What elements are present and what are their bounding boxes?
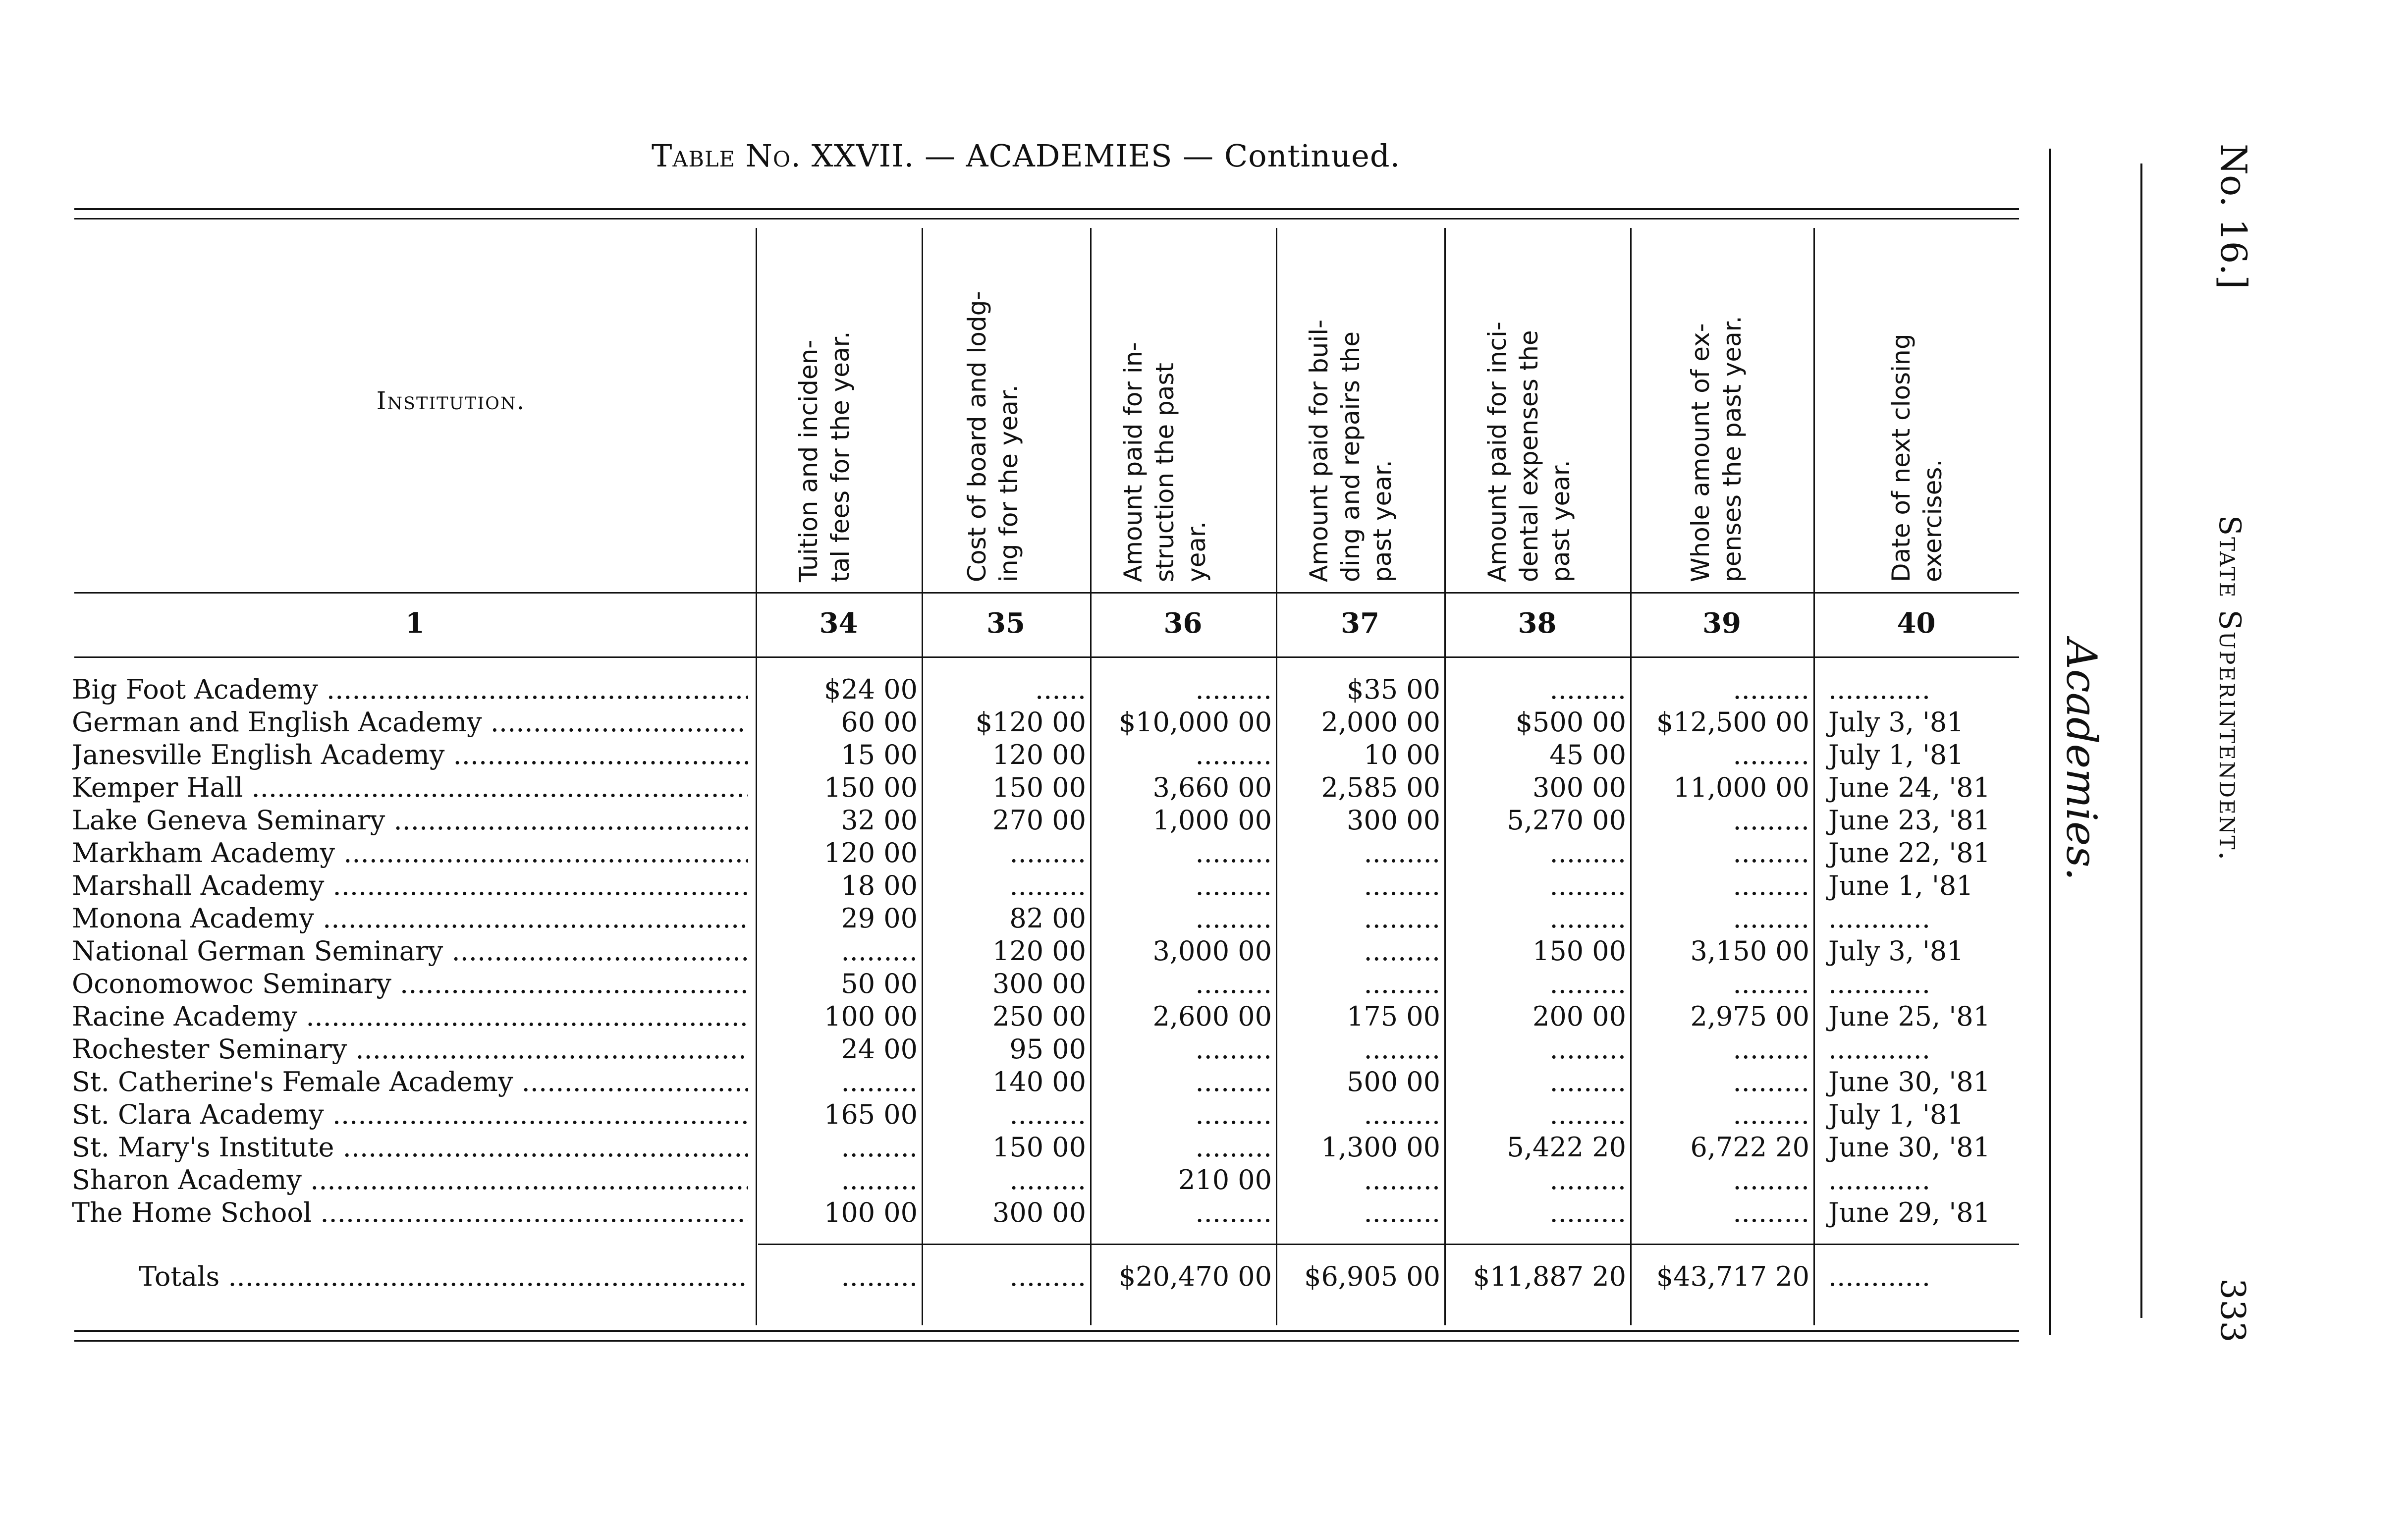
table-cell-38: 45 00 [1549,739,1626,770]
table-cell-34: ......... [841,1066,918,1097]
table-cell-40: June 24, '81 [1828,772,1990,803]
table-cell-39: ......... [1733,1164,1809,1196]
institution-name: Lake Geneva Seminary ..... [72,805,748,836]
table-cell-37: ......... [1364,935,1440,967]
table-cell-35: 120 00 [992,739,1086,770]
bottom-rule-1 [74,1330,2019,1332]
institution-header: Institution. [376,386,526,415]
table-cell-37: ......... [1364,1197,1440,1228]
table-cell-37: 300 00 [1347,805,1440,836]
table-cell-35: 300 00 [992,968,1086,999]
table-cell-37: 175 00 [1347,1001,1440,1032]
table-cell-40: June 30, '81 [1828,1066,1990,1097]
bottom-rule-2 [74,1340,2019,1342]
table-cell-36: ......... [1195,1066,1272,1097]
table-cell-38: ......... [1549,674,1626,705]
table-cell-34: 18 00 [841,870,918,901]
table-cell-40: July 1, '81 [1828,1099,1964,1130]
column-header-36: Amount paid for in- struction the past year. [1119,342,1211,582]
table-cell-38: ......... [1549,1099,1626,1130]
institution-name: Markham Academy ..... [72,837,748,869]
institution-name: Big Foot Academy ..... [72,674,748,705]
table-cell-38: ......... [1549,1197,1626,1228]
table-cell-37: ......... [1364,1164,1440,1196]
table-cell-34: 32 00 [841,805,918,836]
table-cell-40: ............ [1828,674,1930,705]
institution-name: Marshall Academy ..... [72,870,748,901]
table-cell-40: ............ [1828,1164,1930,1196]
column-header-34: Tuition and inciden- tal fees for the year. [794,331,855,582]
table-cell-39: ......... [1733,870,1809,901]
table-cell-38: 5,422 20 [1507,1132,1626,1163]
table-cell-35: ......... [1009,837,1086,869]
colnum-bottom-rule [74,656,2019,658]
table-title [652,138,1454,174]
institution-name: German and English Academy ..... [72,707,748,738]
column-number-38: 38 [1518,607,1557,640]
institution-name: Sharon Academy ..... [72,1164,748,1196]
table-cell-34: 100 00 [824,1001,918,1032]
table-cell-37: 500 00 [1347,1066,1440,1097]
table-cell-40: June 30, '81 [1828,1132,1990,1163]
table-cell-40: June 23, '81 [1828,805,1990,836]
totals-cell-36: $20,470 00 [1118,1261,1272,1292]
table-cell-40: ............ [1828,903,1930,934]
table-cell-38: ......... [1549,903,1626,934]
table-cell-39: ......... [1733,837,1809,869]
column-number-40: 40 [1897,607,1936,640]
table-cell-38: $500 00 [1515,707,1626,738]
table-cell-35: ......... [1009,1164,1086,1196]
table-cell-34: ......... [841,1164,918,1196]
column-number-34: 34 [819,607,858,640]
table-cell-34: 24 00 [841,1033,918,1065]
table-cell-39: ......... [1733,968,1809,999]
table-cell-38: ......... [1549,1164,1626,1196]
column-number-1: 1 [405,607,425,640]
table-cell-35: 95 00 [1009,1033,1086,1065]
column-number-39: 39 [1702,607,1741,640]
table-cell-39: ......... [1733,1099,1809,1130]
institution-name: Rochester Seminary ..... [72,1033,748,1065]
table-cell-39: ......... [1733,805,1809,836]
table-cell-38: 5,270 00 [1507,805,1626,836]
institution-name: Janesville English Academy ..... [72,739,748,770]
table-cell-40: June 25, '81 [1828,1001,1990,1032]
table-cell-36: ......... [1195,739,1272,770]
institution-name: Racine Academy ..... [72,1001,748,1032]
table-cell-40: July 1, '81 [1828,739,1964,770]
table-cell-35: 140 00 [992,1066,1086,1097]
table-cell-37: ......... [1364,870,1440,901]
table-cell-35: $120 00 [975,707,1086,738]
table-cell-37: $35 00 [1347,674,1440,705]
table-cell-37: ......... [1364,1099,1440,1130]
table-cell-40: July 3, '81 [1828,707,1964,738]
table-cell-38: ......... [1549,968,1626,999]
table-cell-36: ......... [1195,1132,1272,1163]
table-cell-35: 300 00 [992,1197,1086,1228]
column-header-35: Cost of board and lodg- ing for the year. [963,291,1023,582]
table-cell-34: 29 00 [841,903,918,934]
table-cell-37: 2,000 00 [1321,707,1440,738]
table-cell-36: ......... [1195,1197,1272,1228]
table-cell-34: ......... [841,1132,918,1163]
table-cell-36: 210 00 [1178,1164,1272,1196]
institution-name: St. Catherine's Female Academy ..... [72,1066,748,1097]
outer-margin-rule [2140,163,2142,1318]
top-rule-1 [74,208,2019,210]
column-header-38: Amount paid for inci- dental expenses the past year. [1483,322,1575,582]
table-cell-35: ......... [1009,870,1086,901]
table-cell-34: 15 00 [841,739,918,770]
column-number-36: 36 [1163,607,1203,640]
institution-name: The Home School ..... [72,1197,748,1228]
table-cell-39: $12,500 00 [1656,707,1809,738]
column-header-40: Date of next closing exercises. [1887,333,1947,582]
table-cell-38: ......... [1549,1033,1626,1065]
column-number-37: 37 [1341,607,1379,640]
table-cell-36: 2,600 00 [1152,1001,1272,1032]
totals-cell-38: $11,887 20 [1473,1261,1626,1292]
table-cell-39: ......... [1733,674,1809,705]
table-cell-39: 11,000 00 [1673,772,1809,803]
totals-cell-35: ......... [1009,1261,1086,1292]
institution-name: Oconomowoc Seminary ..... [72,968,748,999]
table-cell-35: ......... [1009,1099,1086,1130]
totals-top-rule [758,1244,2019,1245]
table-cell-39: ......... [1733,739,1809,770]
column-header-39: Whole amount of ex- penses the past year. [1686,316,1747,582]
table-cell-36: ......... [1195,837,1272,869]
table-cell-37: ......... [1364,968,1440,999]
table-cell-36: ......... [1195,1099,1272,1130]
document-number: No. 16.] [2213,144,2254,289]
table-cell-35: 150 00 [992,1132,1086,1163]
column-header-37: Amount paid for buil- ding and repairs the past year. [1305,319,1397,582]
totals-cell-34: ......... [841,1261,918,1292]
table-cell-38: ......... [1549,870,1626,901]
table-cell-40: ............ [1828,1033,1930,1065]
institution-name: St. Clara Academy ..... [72,1099,748,1130]
table-cell-34: 150 00 [824,772,918,803]
table-cell-37: ......... [1364,903,1440,934]
table-cell-36: 1,000 00 [1152,805,1272,836]
table-cell-34: 50 00 [841,968,918,999]
column-number-35: 35 [986,607,1025,640]
running-head: State Superintendent. [2212,515,2247,862]
table-cell-34: 120 00 [824,837,918,869]
table-cell-37: 2,585 00 [1321,772,1440,803]
institution-name: St. Mary's Institute ..... [72,1132,748,1163]
table-cell-37: ......... [1364,1033,1440,1065]
table-cell-39: 6,722 20 [1690,1132,1809,1163]
table-cell-39: ......... [1733,903,1809,934]
table-cell-39: ......... [1733,1033,1809,1065]
totals-label: Totals ..... [139,1261,748,1292]
table-cell-34: $24 00 [824,674,918,705]
table-cell-35: 82 00 [1009,903,1086,934]
table-cell-36: $10,000 00 [1118,707,1272,738]
section-heading: Academies. [2057,639,2106,881]
table-cell-38: 300 00 [1532,772,1626,803]
table-cell-40: June 1, '81 [1828,870,1973,901]
institution-name: Monona Academy ..... [72,903,748,934]
table-cell-34: ......... [841,935,918,967]
table-cell-39: 2,975 00 [1690,1001,1809,1032]
table-cell-36: 3,000 00 [1152,935,1272,967]
table-cell-38: 150 00 [1532,935,1626,967]
totals-cell-40: ............ [1828,1261,1930,1292]
table-cell-39: ......... [1733,1197,1809,1228]
table-cell-39: 3,150 00 [1690,935,1809,967]
table-cell-36: ......... [1195,870,1272,901]
table-cell-36: 3,660 00 [1152,772,1272,803]
table-cell-34: 60 00 [841,707,918,738]
table-cell-36: ......... [1195,903,1272,934]
page-number: 333 [2213,1278,2252,1343]
table-cell-40: June 22, '81 [1828,837,1990,869]
table-cell-35: 250 00 [992,1001,1086,1032]
table-cell-34: 165 00 [824,1099,918,1130]
table-cell-35: 270 00 [992,805,1086,836]
table-cell-38: ......... [1549,837,1626,869]
table-cell-38: 200 00 [1532,1001,1626,1032]
table-cell-38: ......... [1549,1066,1626,1097]
institution-name: Kemper Hall ..... [72,772,748,803]
table-cell-36: ......... [1195,674,1272,705]
totals-cell-39: $43,717 20 [1656,1261,1809,1292]
top-rule-2 [74,218,2019,219]
table-title-main: XXVII. — ACADEMIES — Continued. [811,138,1401,174]
table-cell-34: 100 00 [824,1197,918,1228]
institution-name: National German Seminary ..... [72,935,748,967]
table-cell-35: 150 00 [992,772,1086,803]
table-cell-39: ......... [1733,1066,1809,1097]
table-cell-37: 1,300 00 [1321,1132,1440,1163]
totals-cell-37: $6,905 00 [1304,1261,1440,1292]
table-cell-36: ......... [1195,968,1272,999]
page-margin-rule [2049,149,2051,1335]
table-cell-37: 10 00 [1364,739,1440,770]
table-cell-40: July 3, '81 [1828,935,1964,967]
table-cell-37: ......... [1364,837,1440,869]
table-title-prefix: Table No. [652,138,801,174]
table-cell-36: ......... [1195,1033,1272,1065]
header-bottom-rule [74,592,2019,594]
table-cell-35: 120 00 [992,935,1086,967]
table-cell-40: June 29, '81 [1828,1197,1990,1228]
table-cell-40: ............ [1828,968,1930,999]
table-cell-35: ...... [1035,674,1086,705]
